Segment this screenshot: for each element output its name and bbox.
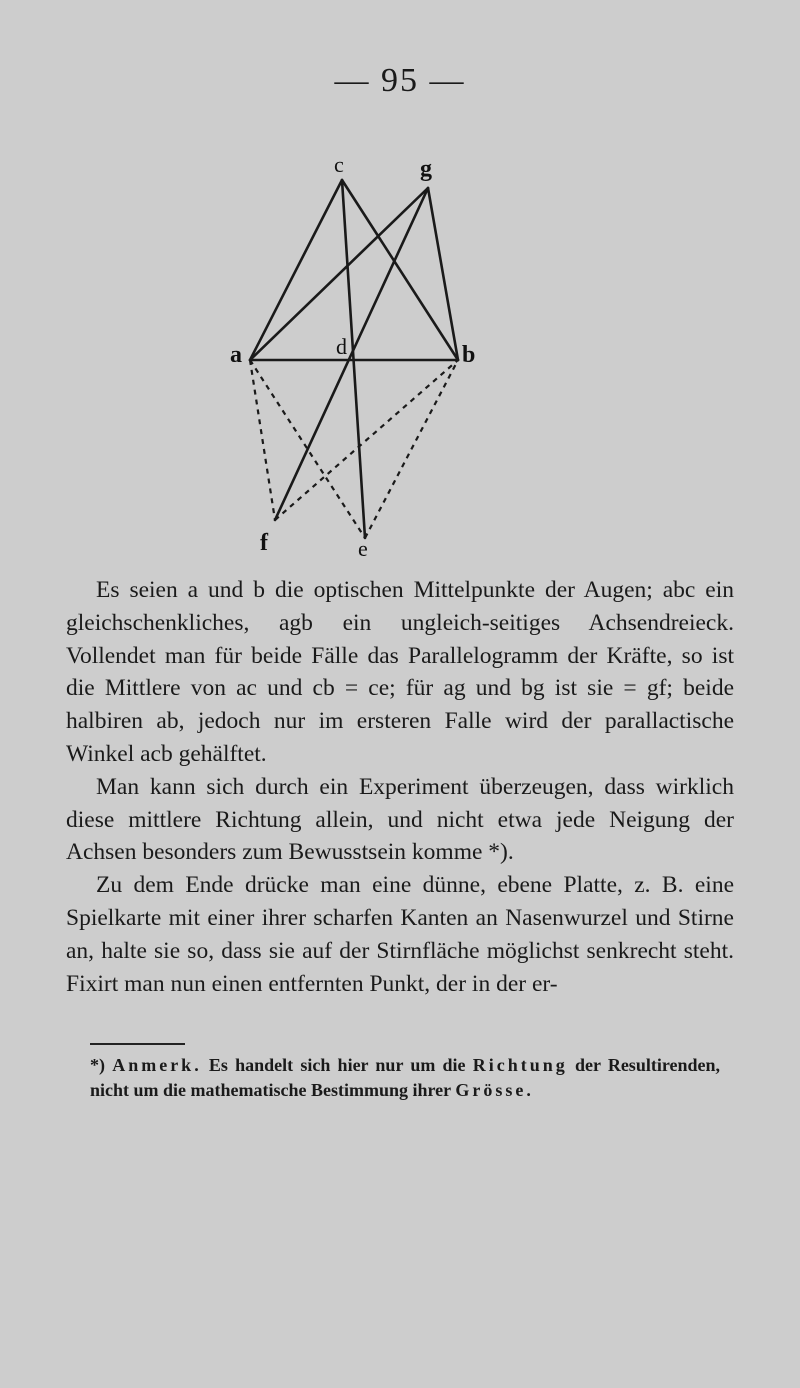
label-b: b	[462, 342, 476, 368]
label-d: d	[336, 334, 347, 359]
label-e: e	[358, 536, 368, 561]
footnote-end: .	[526, 1079, 531, 1100]
paragraph-2: Man kann sich durch ein Experiment überzeugen, dass wirklich diese mittlere Richtung allein, und nicht etwa jede Neigung der Achsen besonders zum Bewusstsein komme *).	[66, 773, 734, 866]
line-c-b	[342, 180, 458, 360]
line-a-c	[250, 180, 342, 360]
line-g-f	[275, 188, 428, 520]
footnote	[90, 1053, 720, 1102]
line-g-b	[428, 188, 458, 360]
footnote-emph-1: Richtung	[472, 1055, 568, 1075]
geometry-figure	[200, 150, 520, 560]
footnote-rule	[90, 1043, 185, 1045]
footnote-lead: Anmerk.	[112, 1055, 202, 1075]
dash-a-f	[250, 360, 275, 520]
label-a: a	[230, 342, 242, 368]
label-c: c	[334, 152, 344, 177]
footnote-marker: *)	[90, 1055, 113, 1075]
paragraph-3: Zu dem Ende drücke man eine dünne, ebene Platte, z. B. eine Spielkarte mit einer ihrer scharfen Kanten an Nasenwurzel und Stirne an, halte sie so, dass sie auf der Stirnfläche möglichst senkrecht steht. Fixirt man nun einen entfernten Punkt, der in der er-	[66, 872, 734, 997]
body-text	[66, 574, 734, 1000]
footnote-emph-2: Grösse	[455, 1079, 527, 1100]
label-f: f	[260, 530, 268, 556]
footnote-text-1: Es handelt sich hier nur um die	[201, 1055, 473, 1075]
footnote-text-2: der Resultirenden, nicht um die mathematische Bestimmung ihrer	[90, 1055, 720, 1100]
page-number: — 95 —	[334, 62, 466, 99]
paragraph-1: Es seien a und b die optischen Mittelpunkte der Augen; abc ein gleichschenkliches, agb ein ungleich-seitiges Achsendreieck. Vollendet man für beide Fälle das Parallelogramm der Kräfte, so ist die Mittlere von ac und cb = ce; für ag und bg ist sie = gf; beide halbiren ab, jedoch nur im ersteren Falle wird der parallactische Winkel acb gehälftet.	[66, 577, 734, 767]
dash-e-b	[365, 360, 458, 538]
geometry-diagram	[200, 150, 520, 560]
dash-f-b	[275, 360, 458, 520]
label-g: g	[420, 156, 432, 182]
